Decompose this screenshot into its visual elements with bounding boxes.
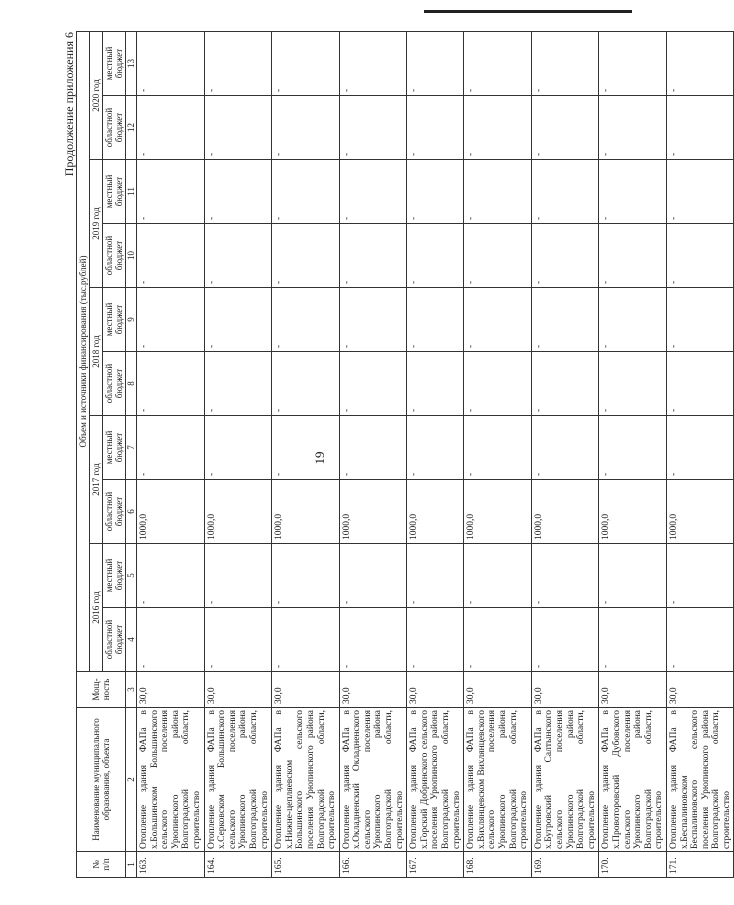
funding-value: - bbox=[407, 224, 464, 288]
funding-value: - bbox=[204, 352, 272, 416]
header-year: 2017 год bbox=[90, 416, 103, 544]
header-year: 2020 год bbox=[90, 31, 103, 159]
funding-value: - bbox=[204, 96, 272, 160]
funding-value: - bbox=[204, 224, 272, 288]
funding-value: - bbox=[137, 31, 205, 95]
financing-table bbox=[76, 31, 734, 878]
header-regional-budget: областной бюджет bbox=[103, 608, 126, 672]
funding-value: - bbox=[272, 416, 340, 480]
funding-value: - bbox=[599, 288, 667, 352]
header-regional-budget: областной бюджет bbox=[103, 352, 126, 416]
funding-value: - bbox=[599, 224, 667, 288]
funding-value: - bbox=[339, 224, 407, 288]
funding-value: - bbox=[464, 31, 532, 95]
object-name: Отопление здания ФАПа в х.Беспалиновском Беспалиновского сельского поселения Урюпинского района Волгоградской области, строительство bbox=[666, 708, 734, 852]
table-row bbox=[272, 31, 340, 877]
table-row bbox=[666, 31, 734, 877]
column-number: 4 bbox=[126, 608, 137, 672]
row-number: 166. bbox=[339, 852, 407, 878]
funding-value: - bbox=[531, 416, 599, 480]
funding-value: 1000,0 bbox=[272, 480, 340, 544]
capacity-value: 30,0 bbox=[666, 672, 734, 708]
table-row bbox=[599, 31, 667, 877]
funding-value: - bbox=[599, 31, 667, 95]
column-number-row bbox=[126, 31, 137, 877]
funding-value: - bbox=[464, 96, 532, 160]
funding-value: - bbox=[666, 288, 734, 352]
funding-value: - bbox=[464, 416, 532, 480]
funding-value: - bbox=[272, 288, 340, 352]
funding-value: 1000,0 bbox=[464, 480, 532, 544]
object-name: Отопление здания ФАПа в х.Провоторовский Дубовского сельского поселения Урюпинского района Волгоградской области, строительство bbox=[599, 708, 667, 852]
header-local-budget: местный бюджет bbox=[103, 544, 126, 608]
funding-value: - bbox=[272, 224, 340, 288]
object-name: Отопление здания ФАПа в х.Серковском Большинского сельского поселения Урюпинского района Волгоградской области, строительство bbox=[204, 708, 272, 852]
funding-value: - bbox=[137, 352, 205, 416]
funding-value: - bbox=[137, 608, 205, 672]
funding-value: - bbox=[204, 31, 272, 95]
funding-value: - bbox=[531, 544, 599, 608]
funding-value: - bbox=[666, 416, 734, 480]
top-edge-mark bbox=[424, 10, 632, 13]
object-name: Отопление здания ФАПа в х.Бугровский Салтынского сельского поселения Урюпинского района Волгоградской области, строительство bbox=[531, 708, 599, 852]
funding-value: 1000,0 bbox=[339, 480, 407, 544]
funding-value: - bbox=[339, 31, 407, 95]
capacity-value: 30,0 bbox=[272, 672, 340, 708]
capacity-value: 30,0 bbox=[599, 672, 667, 708]
funding-value: - bbox=[137, 224, 205, 288]
table-row bbox=[137, 31, 205, 877]
funding-value: - bbox=[531, 608, 599, 672]
funding-value: - bbox=[339, 96, 407, 160]
funding-value: 1000,0 bbox=[666, 480, 734, 544]
funding-value: - bbox=[407, 31, 464, 95]
funding-value: - bbox=[204, 288, 272, 352]
header-funding: Объем и источники финансирования (тыс.рублей) bbox=[77, 31, 90, 671]
funding-value: 1000,0 bbox=[531, 480, 599, 544]
column-number: 2 bbox=[126, 708, 137, 852]
continuation-caption: Продолжение приложения 6 bbox=[62, 32, 76, 177]
column-number: 12 bbox=[126, 96, 137, 160]
funding-value: - bbox=[666, 160, 734, 224]
table-row bbox=[339, 31, 407, 877]
header-year: 2018 год bbox=[90, 288, 103, 416]
funding-value: - bbox=[464, 608, 532, 672]
column-number: 1 bbox=[126, 852, 137, 878]
row-number: 167. bbox=[407, 852, 464, 878]
page-number: 19 bbox=[312, 451, 327, 465]
funding-value: - bbox=[666, 224, 734, 288]
header-local-budget: местный бюджет bbox=[103, 416, 126, 480]
funding-value: - bbox=[137, 416, 205, 480]
table-row bbox=[464, 31, 532, 877]
funding-value: - bbox=[204, 608, 272, 672]
table-row bbox=[407, 31, 464, 877]
funding-value: - bbox=[339, 288, 407, 352]
funding-value: 1000,0 bbox=[204, 480, 272, 544]
funding-value: - bbox=[204, 416, 272, 480]
funding-value: - bbox=[599, 160, 667, 224]
rotated-table-page bbox=[62, 32, 732, 878]
funding-value: - bbox=[666, 31, 734, 95]
funding-value: - bbox=[531, 224, 599, 288]
funding-value: - bbox=[204, 160, 272, 224]
funding-value: - bbox=[531, 31, 599, 95]
column-number: 10 bbox=[126, 224, 137, 288]
header-local-budget: местный бюджет bbox=[103, 288, 126, 352]
table-row bbox=[204, 31, 272, 877]
funding-value: - bbox=[339, 608, 407, 672]
object-name: Отопление здания ФАПа в х.Нижне-цепляевском Большинского сельского поселения Урюпинского района Волгоградской области, строительство bbox=[272, 708, 340, 852]
column-number: 5 bbox=[126, 544, 137, 608]
header-local-budget: местный бюджет bbox=[103, 160, 126, 224]
funding-value: - bbox=[137, 160, 205, 224]
funding-value: - bbox=[599, 608, 667, 672]
header-year: 2016 год bbox=[90, 544, 103, 672]
funding-value: - bbox=[531, 96, 599, 160]
header-regional-budget: областной бюджет bbox=[103, 480, 126, 544]
row-number: 164. bbox=[204, 852, 272, 878]
funding-value: - bbox=[599, 416, 667, 480]
row-number: 169. bbox=[531, 852, 599, 878]
funding-value: - bbox=[599, 96, 667, 160]
row-number: 165. bbox=[272, 852, 340, 878]
object-name: Отопление здания ФАПа в х.Окладненский Окладненского сельского поселения Урюпинского района Волгоградской области, строительство bbox=[339, 708, 407, 852]
header-object-name: Наименование муниципального образования, объекта bbox=[77, 708, 126, 852]
funding-value: - bbox=[464, 160, 532, 224]
capacity-value: 30,0 bbox=[339, 672, 407, 708]
funding-value: - bbox=[666, 608, 734, 672]
funding-value: - bbox=[464, 224, 532, 288]
funding-value: - bbox=[407, 96, 464, 160]
funding-value: - bbox=[272, 31, 340, 95]
funding-value: - bbox=[272, 352, 340, 416]
funding-value: - bbox=[599, 544, 667, 608]
column-number: 13 bbox=[126, 31, 137, 95]
funding-value: - bbox=[407, 416, 464, 480]
funding-value: - bbox=[272, 160, 340, 224]
funding-value: - bbox=[666, 544, 734, 608]
column-number: 7 bbox=[126, 416, 137, 480]
funding-value: - bbox=[272, 96, 340, 160]
header-number: № п/п bbox=[77, 852, 126, 878]
object-name: Отопление здания ФАПа в х.Большинском Большинского сельского поселения Урюпинского района Волгоградской области, строительство bbox=[137, 708, 205, 852]
funding-value: - bbox=[272, 544, 340, 608]
funding-value: - bbox=[272, 608, 340, 672]
funding-value: - bbox=[464, 544, 532, 608]
funding-value: - bbox=[339, 544, 407, 608]
table-body bbox=[137, 31, 734, 877]
funding-value: - bbox=[666, 96, 734, 160]
capacity-value: 30,0 bbox=[464, 672, 532, 708]
table-row bbox=[531, 31, 599, 877]
funding-value: 1000,0 bbox=[599, 480, 667, 544]
funding-value: - bbox=[464, 288, 532, 352]
funding-value: - bbox=[137, 96, 205, 160]
funding-value: 1000,0 bbox=[407, 480, 464, 544]
funding-value: - bbox=[407, 352, 464, 416]
row-number: 170. bbox=[599, 852, 667, 878]
funding-value: - bbox=[464, 352, 532, 416]
capacity-value: 30,0 bbox=[204, 672, 272, 708]
funding-value: - bbox=[204, 544, 272, 608]
row-number: 168. bbox=[464, 852, 532, 878]
funding-value: - bbox=[599, 352, 667, 416]
object-name: Отопление здания ФАПа в х.Вихлянцевском Вихлянцевского сельского поселения Урюпинского района Волгоградской области, строительство bbox=[464, 708, 532, 852]
column-number: 11 bbox=[126, 160, 137, 224]
funding-value: - bbox=[666, 352, 734, 416]
column-number: 6 bbox=[126, 480, 137, 544]
header-regional-budget: областной бюджет bbox=[103, 96, 126, 160]
row-number: 171. bbox=[666, 852, 734, 878]
funding-value: - bbox=[407, 544, 464, 608]
header-regional-budget: областной бюджет bbox=[103, 224, 126, 288]
funding-value: - bbox=[137, 288, 205, 352]
header-capacity: Мощ- ность bbox=[77, 672, 126, 708]
header-year: 2019 год bbox=[90, 160, 103, 288]
capacity-value: 30,0 bbox=[137, 672, 205, 708]
funding-value: - bbox=[407, 288, 464, 352]
funding-value: - bbox=[531, 352, 599, 416]
funding-value: - bbox=[137, 544, 205, 608]
object-name: Отопление здания ФАПа в х.Горский Добринского сельского поселения Урюпинского района Волгоградской области, строительство bbox=[407, 708, 464, 852]
column-number: 3 bbox=[126, 672, 137, 708]
column-number: 8 bbox=[126, 352, 137, 416]
funding-value: 1000,0 bbox=[137, 480, 205, 544]
row-number: 163. bbox=[137, 852, 205, 878]
funding-value: - bbox=[339, 352, 407, 416]
funding-value: - bbox=[407, 160, 464, 224]
funding-value: - bbox=[531, 160, 599, 224]
capacity-value: 30,0 bbox=[407, 672, 464, 708]
column-number: 9 bbox=[126, 288, 137, 352]
header-local-budget: местный бюджет bbox=[103, 31, 126, 95]
funding-value: - bbox=[339, 416, 407, 480]
funding-value: - bbox=[531, 288, 599, 352]
capacity-value: 30,0 bbox=[531, 672, 599, 708]
funding-value: - bbox=[407, 608, 464, 672]
funding-value: - bbox=[339, 160, 407, 224]
